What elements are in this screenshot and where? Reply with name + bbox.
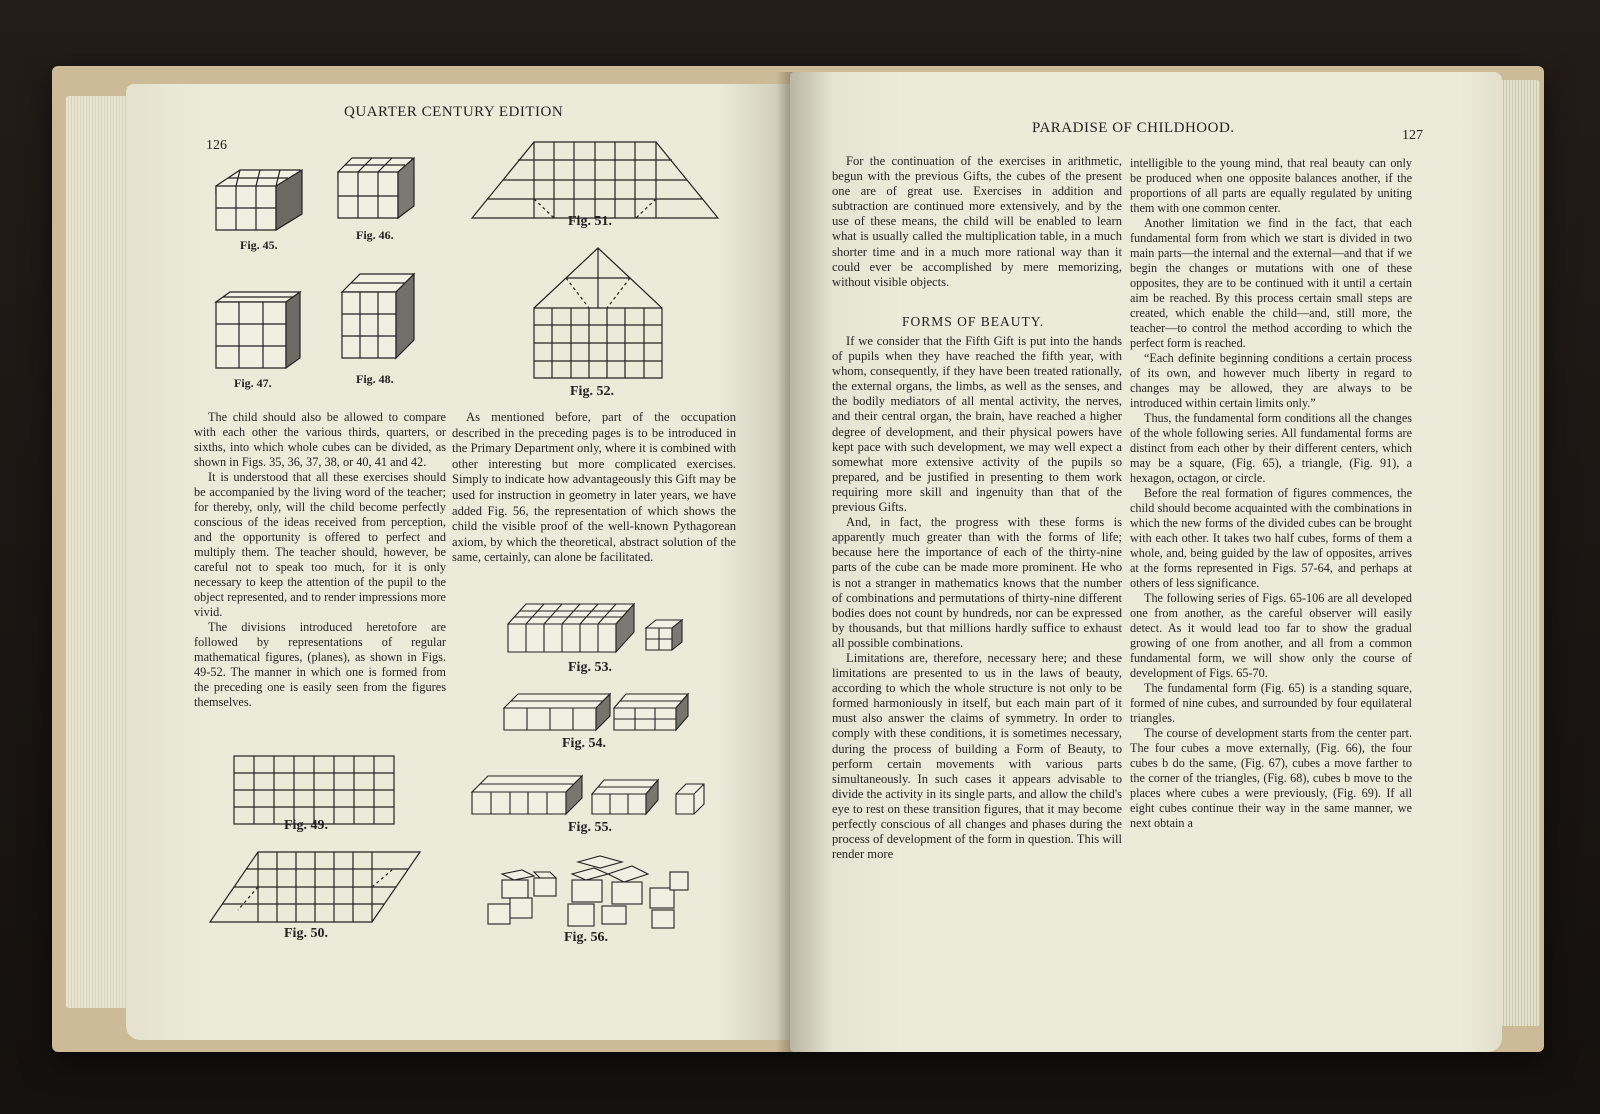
figure-56-pythagorean-cubes [482,852,702,932]
caption-fig-50: Fig. 50. [284,926,328,941]
paragraph: If we consider that the Fifth Gift is put into the hands of pupils when they have reached the fifth year, with whom, consequently, if they have been treated rationally, the external organs, the limbs, as well as the senses, and the bodily mediators of all mental activity, the nerves, and their central organ, the brain, have reached a higher degree of development, and their physical powers have kept pace with such development, we may well expect a somewhat more extensive activity of the pupils so prepared, and be justified in presenting to them work requiring more skill and ingenuity than that of the previous Gifts. [832,334,1122,515]
right-page-left-column [832,154,1122,290]
paragraph: Another limitation we find in the fact, that each fundamental form from which we start is divided in two main parts—the internal and the external—and that if we begin the changes or mutations with one of these opposites, they are to be continued with it until a certain aim be reached. By this process certain small steps are created, which enable the child—and, still more, the teacher—to control the method according to which the perfect form is reached. [1130,216,1412,350]
section-heading: FORMS OF BEAUTY. [902,314,1045,329]
paragraph: Thus, the fundamental form conditions all the changes of the whole following series. All fundamental forms are distinct from each other by their different centers, which may be a square, (Fig. 65), a triangle, (Fig. 91), a hexagon, octagon, or circle. [1130,411,1412,485]
right-page-left-column-body [832,334,1122,862]
paragraph: The fundamental form (Fig. 65) is a standing square, formed of nine cubes, and surrounded by four equilateral triangles. [1130,681,1412,725]
paragraph: Limitations are, therefore, necessary here; and these limitations are presented to us in the laws of beauty, according to which the whole structure is not only to be formed harmoniously in itself, but each main part of it must also answer the claims of symmetry. In order to comply with these conditions, it is sometimes necessary, during the process of building a Form of Beauty, to perform certain movements with various parts simultaneously. In such cases it appears advisable to divide the activity in its single parts, and allow the child's eye to rest on these transition figures, that it may become perfectly conscious of all changes and phases during the process of development of the form in question. This will render more [832,650,1122,862]
caption-fig-49: Fig. 49. [284,818,328,833]
caption-fig-55: Fig. 55. [568,820,612,835]
figure-55-cubes [470,770,714,818]
page-number-left: 126 [206,138,227,153]
figure-54-cubes [502,688,692,734]
caption-fig-53: Fig. 53. [568,660,612,675]
right-page-right-column [1130,156,1412,831]
figure-50-parallelogram [208,850,422,924]
paragraph: As mentioned before, part of the occupation described in the preceding pages is to be introduced in the Primary Department only, where it is combined with other interesting but more complicated exercises. Simply to indicate how advantageously this Gift may be used for instruction in geometry in later years, we have added Fig. 56, the representation of which shows the child the visible proof of the well-known Pythagorean axiom, by which the theoretical, abstract solution of the same, certainly, can alone be facilitated. [452,410,736,565]
figure-46-cubes [332,154,422,226]
caption-fig-48: Fig. 48. [356,372,394,386]
figure-48-cubes [338,270,420,362]
caption-fig-47: Fig. 47. [234,376,272,390]
paragraph: It is understood that all these exercises should be accompanied by the living word of the teacher; for thereby, only, will the child become perfectly conscious of the ideas received from perception, and the opportunity is offered to perfect and multiply them. The teacher should, however, be careful not to speak too much, for it is only necessary to keep the attention of the pupil to the object represented, and to render impressions more vivid. [194,470,446,619]
paragraph: intelligible to the young mind, that real beauty can only be produced when one opposite balances another, if the proportions of all parts are equally regulated by uniting them with one common center. [1130,156,1412,215]
paragraph: Before the real formation of figures commences, the child should become acquainted with the combinations in which the new forms of the divided cubes can be brought with each other. It takes two half cubes, forms of them a whole, and, being guided by the law of opposites, arrives at the forms represented in Figs. 57-64, and perhaps at others of less significance. [1130,486,1412,590]
paragraph: “Each definite beginning conditions a certain process of its own, and however much liberty in regard to changes may be allowed, they are always to be introduced within certain limits only.” [1130,351,1412,410]
running-head-left: QUARTER CENTURY EDITION [344,104,564,120]
page-number-right: 127 [1402,128,1423,143]
caption-fig-52: Fig. 52. [570,384,614,399]
figure-53-cubes [506,600,696,656]
paragraph: For the continuation of the exercises in arithmetic, begun with the previous Gifts, the cubes of the present one are of great use. Exercises in addition and subtraction are continued more extensively, and by the use of these means, the child will be enabled to learn what is usually called the multiplication table, in a much shorter time and in a much more rational way than it could ever be accomplished by mere memorizing, without visible objects. [832,154,1122,289]
caption-fig-51: Fig. 51. [568,214,612,229]
left-column-text [194,410,446,710]
right-page [790,72,1502,1052]
figure-52-house-shape [532,246,664,380]
paragraph: The divisions introduced heretofore are followed by representations of regular mathematical figures, (planes), as shown in Figs. 49-52. The manner in which one is formed from the preceding one is easily seen from the figures themselves. [194,620,446,709]
running-head-right: PARADISE OF CHILDHOOD. [1032,120,1235,136]
caption-fig-54: Fig. 54. [562,736,606,751]
paragraph: The course of development starts from the center part. The four cubes a move externally, (Fig. 66), the four cubes b do the same, (Fig. 67), cubes a move farther to the corner of the triangles, (Fig. 68), cubes b move to the places where cubes a were previously, (Fig. 69). If all eight cubes continue their way in the same manner, we next obtain a [1130,726,1412,830]
figure-49-grid [232,754,396,826]
paragraph: The following series of Figs. 65-106 are all developed one from another, as the careful observer will easily detect. As it would lead too far to show the gradual growing of one from another, and all from a common fundamental form, we will show only the course of development of Figs. 65-70. [1130,591,1412,680]
figure-45-cubes [210,158,310,244]
left-page [126,84,798,1040]
caption-fig-46: Fig. 46. [356,228,394,242]
paragraph: The child should also be allowed to compare with each other the various thirds, quarters, or sixths, into which whole cubes can be divided, as shown in Figs. 35, 36, 37, 38, or 40, 41 and 42. [194,410,446,469]
caption-fig-45: Fig. 45. [240,238,278,252]
caption-fig-56: Fig. 56. [564,930,608,945]
figure-47-cubes [212,286,308,372]
figure-51-trapezoid [470,140,720,222]
paragraph: And, in fact, the progress with these forms is apparently much greater than with the forms of life; because here the importance of each of the thirty-nine parts of the cube can be made more prominent. He who is not a stranger in mathematics knows that the number of combinations and permutations of thirty-nine different bodies does not count by hundreds, nor can be expressed by thousands, but that millions hardly suffice to exhaust all possible combinations. [832,515,1122,650]
right-column-text [452,410,736,566]
